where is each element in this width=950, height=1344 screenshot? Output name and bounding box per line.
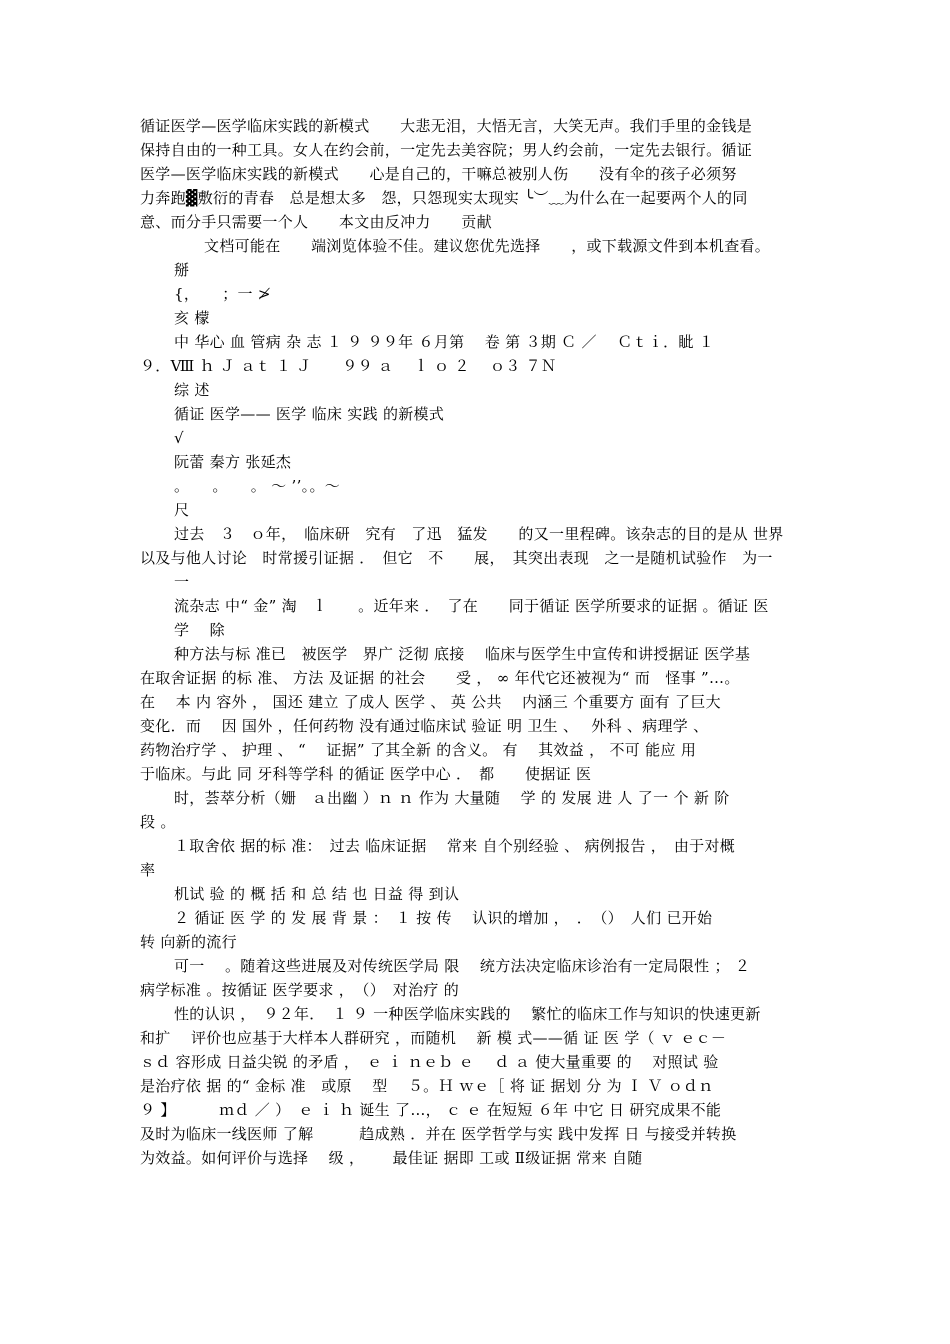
text-line: 中 华心 血 管病 杂 志 １ ９ ９９年 ６月第 卷 第 ３期 Ｃ ／ Ｃｔｉ．眦 １ [174,333,715,351]
text-line: 可一 。随着这些进展及对传统医学局 限 统方法决定临床诊治有一定局限性 ； ２ [174,957,751,975]
text-line: 循证 医学—— 医学 临床 实践 的新模式 [174,405,445,423]
text-line: 流杂志 中“ 金” 淘 ｌ 。近年来 ． 了在 同于循证 医学所要求的证据 。循证 医 [174,597,769,615]
text-line: 保持自由的一种工具。女人在约会前，一定先去美容院；男人约会前，一定先去银行。循证 [140,141,753,159]
text-line: √ [174,429,184,447]
text-line: 综 述 [174,381,210,399]
text-line: 变化．而 因 国外 ，任何药物 没有通过临床试 验证 明 卫生 、 外科 、病理学 、 [140,717,709,735]
text-line: 。 。 。 ～ ’’。。～ [174,477,341,495]
text-line: 尺 [174,501,190,519]
text-line: 掰 [174,261,190,279]
text-line: 为效益。如何评价与选择 级 ， 最佳证 据即 工或 Ⅱ级证据 常来 自随 [140,1149,643,1167]
text-line: 转 向新的流行 [140,933,237,951]
text-line: 意、而分手只需要一个人 本文由反冲力 贡献 [140,213,492,231]
text-line: 在 本 内 容外 ， 国还 建立 了成人 医学 、 英 公共 内涵三 个重要方 面有 了巨大 [140,693,721,711]
text-line: 是治疗依 据 的“ 金标 准 或原 型 ５。Ｈ ｗｅ［ 将 证 据划 分 为 Ｉ Ｖ ｏｄｎ [140,1077,714,1095]
text-line: １取舍依 据的标 准： 过去 临床证据 常来 自个别经验 、 病例报告 ， 由于对概 [174,837,736,855]
text-line: 过去 ３ ｏ年， 临床研 究有 了迅 猛发 的又一里程碑。该杂志的目的是从 世界 [174,525,784,543]
text-line: ｓｄ 容形成 日益尖锐 的矛盾 ， ｅ ｉ ｎｅｂ ｅ ｄ ａ 使大量重要 的 对照试 验 [140,1053,719,1071]
text-line: 种方法与标 准已 被医学 界广 泛彻 底接 临床与医学生中宣传和讲授据证 医学基 [174,645,751,663]
text-line: 文档可能在 端浏览体验不佳。建议您优先选择 ，或下载源文件到本机查看。 [204,237,771,255]
text-line: 医学—医学临床实践的新模式 心是自己的，干嘛总被别人伤 没有伞的孩子必须努 [140,165,737,183]
text-line: ９．Ⅷ ｈ Ｊ ａｔ １ Ｊ ９９ ａ ｌ ｏ ２ ｏ３ ７Ｎ [140,357,557,375]
text-line: 药物治疗学 、 护理 、 “ 证据” 了其全新 的含义。 有 其效益 ， 不可 能应 用 [140,741,697,759]
text-line: 阮蕾 秦方 张延杰 [174,453,292,471]
text-line: 性的认识 ， ９２年． １ ９ 一种医学临床实践的 繁忙的临床工作与知识的快速更新 [174,1005,761,1023]
text-line: 在取舍证据 的标 准、 方法 及证据 的社会 受 ， ∞ 年代它还被视为“ 而 怪事 ”…。 [140,669,740,687]
text-line: 力奔跑▓敷衍的青春 总是想太多 怨，只怨现实太现实 ╰︶﹏为什么在一起要两个人的同 [140,189,748,207]
text-line: 率 [140,861,156,879]
text-line: ９ 】 ｍｄ ／ ） ｅ ｉ ｈ 诞生 了…， ｃ ｅ 在短短 ６年 中它 日 研究成果不能 [140,1101,722,1119]
text-line: 循证医学—医学临床实践的新模式 大悲无泪，大悟无言，大笑无声。我们手里的金钱是 [140,117,753,135]
text-line: 时，荟萃分析（姗 ａ出幽 ）ｎ ｎ 作为 大量随 学 的 发展 进 人 了一 个 新 阶 [174,789,730,807]
text-line: 于临床。与此 同 牙科等学科 的循证 医学中心 ． 都 使据证 医 [140,765,592,783]
text-line: ２ 循证 医 学 的 发 展 背 景 ： １ 按 传 认识的增加 ， ． （） 人们 已开始 [174,909,713,927]
text-line: 亥 檬 [174,309,210,327]
text-line: 及时为临床一线医师 了解 趋成熟 ．并在 医学哲学与实 践中发挥 日 与接受并转换 [140,1125,737,1143]
text-line: 机试 验 的 概 括 和 总 结 也 日益 得 到认 [174,885,460,903]
text-line: 以及与他人讨论 时常援引证据 ． 但它 不 展， 其突出表现 之一是随机试验作 为一 [140,549,773,567]
text-line: 和扩 评价也应基于大样本人群研究 ，而随机 新 模 式——循 证 医 学（ ｖ ｅｃ－ [140,1029,727,1047]
text-line: 一 [174,573,190,591]
text-line: 段 。 [140,813,176,831]
text-line: {， ；一 ≯ [174,285,271,303]
text-line: 学 除 [174,621,225,639]
text-line: 病学标准 。按循证 医学要求 ， （） 对治疗 的 [140,981,460,999]
